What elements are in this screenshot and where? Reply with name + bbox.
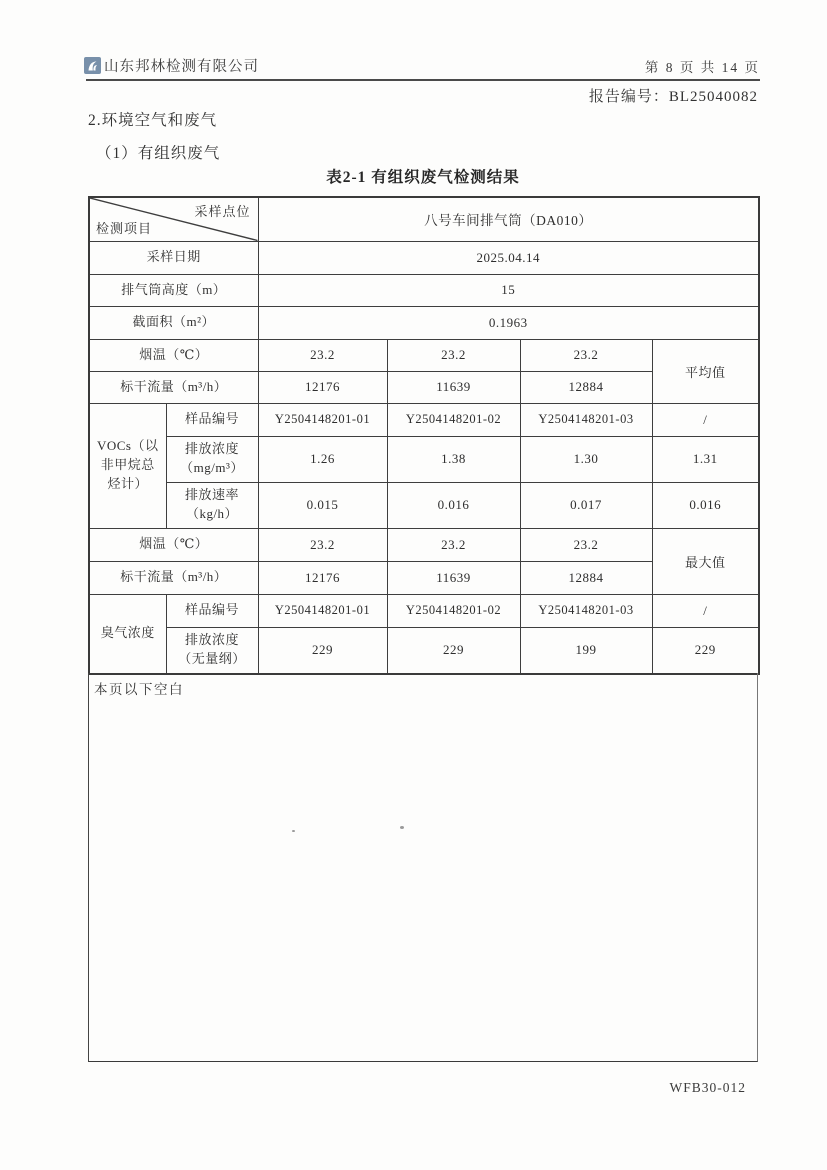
value-cell: 15 (258, 274, 759, 306)
header-rule (86, 79, 760, 81)
value-cell: 23.2 (520, 339, 652, 371)
corner-label-bottom: 检测项目 (96, 220, 153, 236)
value-cell: 2025.04.14 (258, 241, 759, 274)
value-cell: Y2504148201-02 (387, 403, 520, 436)
company-name: 山东邦林检测有限公司 (104, 59, 259, 75)
value-cell: 0.017 (520, 482, 652, 528)
sub-label: 样品编号 (166, 403, 258, 436)
value-cell: Y2504148201-02 (387, 594, 520, 627)
value-cell: / (652, 594, 759, 627)
row-label: 烟温（℃） (89, 528, 258, 561)
sub-label: 排放浓度 （无量纲） (166, 627, 258, 674)
company-brand (84, 55, 259, 76)
value-cell: 229 (387, 627, 520, 674)
sub-label: 排放浓度 （mg/m³） (166, 436, 258, 482)
value-cell: 11639 (387, 561, 520, 594)
value-cell: 0.015 (258, 482, 387, 528)
value-cell: 23.2 (258, 339, 387, 371)
sub-label: 样品编号 (166, 594, 258, 627)
row-label: 截面积（m²） (89, 306, 258, 339)
scan-speck (400, 826, 404, 829)
sub-label: 排放速率 （kg/h） (166, 482, 258, 528)
value-cell: 1.30 (520, 436, 652, 482)
value-cell: 229 (258, 627, 387, 674)
row-label: 采样日期 (89, 241, 258, 274)
row-label: 标干流量（m³/h） (89, 561, 258, 594)
scan-speck (292, 830, 295, 832)
results-table (88, 196, 760, 675)
table-title: 表2-1 有组织废气检测结果 (326, 169, 520, 186)
page-header (84, 55, 760, 76)
value-cell: 0.1963 (258, 306, 759, 339)
value-cell: 1.38 (387, 436, 520, 482)
value-cell: 1.26 (258, 436, 387, 482)
blank-note: 本页以下空白 (94, 682, 184, 697)
sampling-site-cell: 八号车间排气筒（DA010） (258, 197, 759, 241)
subsection-heading: （1）有组织废气 (96, 145, 221, 162)
value-cell: 11639 (387, 371, 520, 403)
stat-cell: 最大值 (652, 528, 759, 594)
value-cell: 23.2 (387, 528, 520, 561)
blank-area (88, 673, 758, 1062)
value-cell: Y2504148201-03 (520, 594, 652, 627)
value-cell: Y2504148201-01 (258, 594, 387, 627)
group-label: VOCs（以 非甲烷总 烃计） (89, 403, 166, 528)
row-label: 标干流量（m³/h） (89, 371, 258, 403)
corner-cell (89, 197, 258, 241)
report-number: 报告编号：BL25040082 (588, 89, 758, 105)
value-cell: 1.31 (652, 436, 759, 482)
row-label: 排气筒高度（m） (89, 274, 258, 306)
value-cell: 12884 (520, 371, 652, 403)
corner-label-top: 采样点位 (194, 204, 251, 219)
value-cell: Y2504148201-01 (258, 403, 387, 436)
value-cell: 23.2 (258, 528, 387, 561)
value-cell: 12176 (258, 371, 387, 403)
page-number: 第 8 页 共 14 页 (644, 60, 760, 75)
value-cell: 0.016 (387, 482, 520, 528)
value-cell: 12884 (520, 561, 652, 594)
doc-code: WFB30-012 (669, 1080, 746, 1095)
section-heading: 2.环境空气和废气 (88, 112, 218, 129)
value-cell: 199 (520, 627, 652, 674)
row-label: 烟温（℃） (89, 339, 258, 371)
value-cell: 12176 (258, 561, 387, 594)
company-logo-icon (84, 57, 101, 74)
group-label: 臭气浓度 (89, 594, 166, 674)
value-cell: 23.2 (387, 339, 520, 371)
value-cell: 23.2 (520, 528, 652, 561)
value-cell: 229 (652, 627, 759, 674)
stat-cell: 平均值 (652, 339, 759, 403)
value-cell: 0.016 (652, 482, 759, 528)
value-cell: / (652, 403, 759, 436)
value-cell: Y2504148201-03 (520, 403, 652, 436)
